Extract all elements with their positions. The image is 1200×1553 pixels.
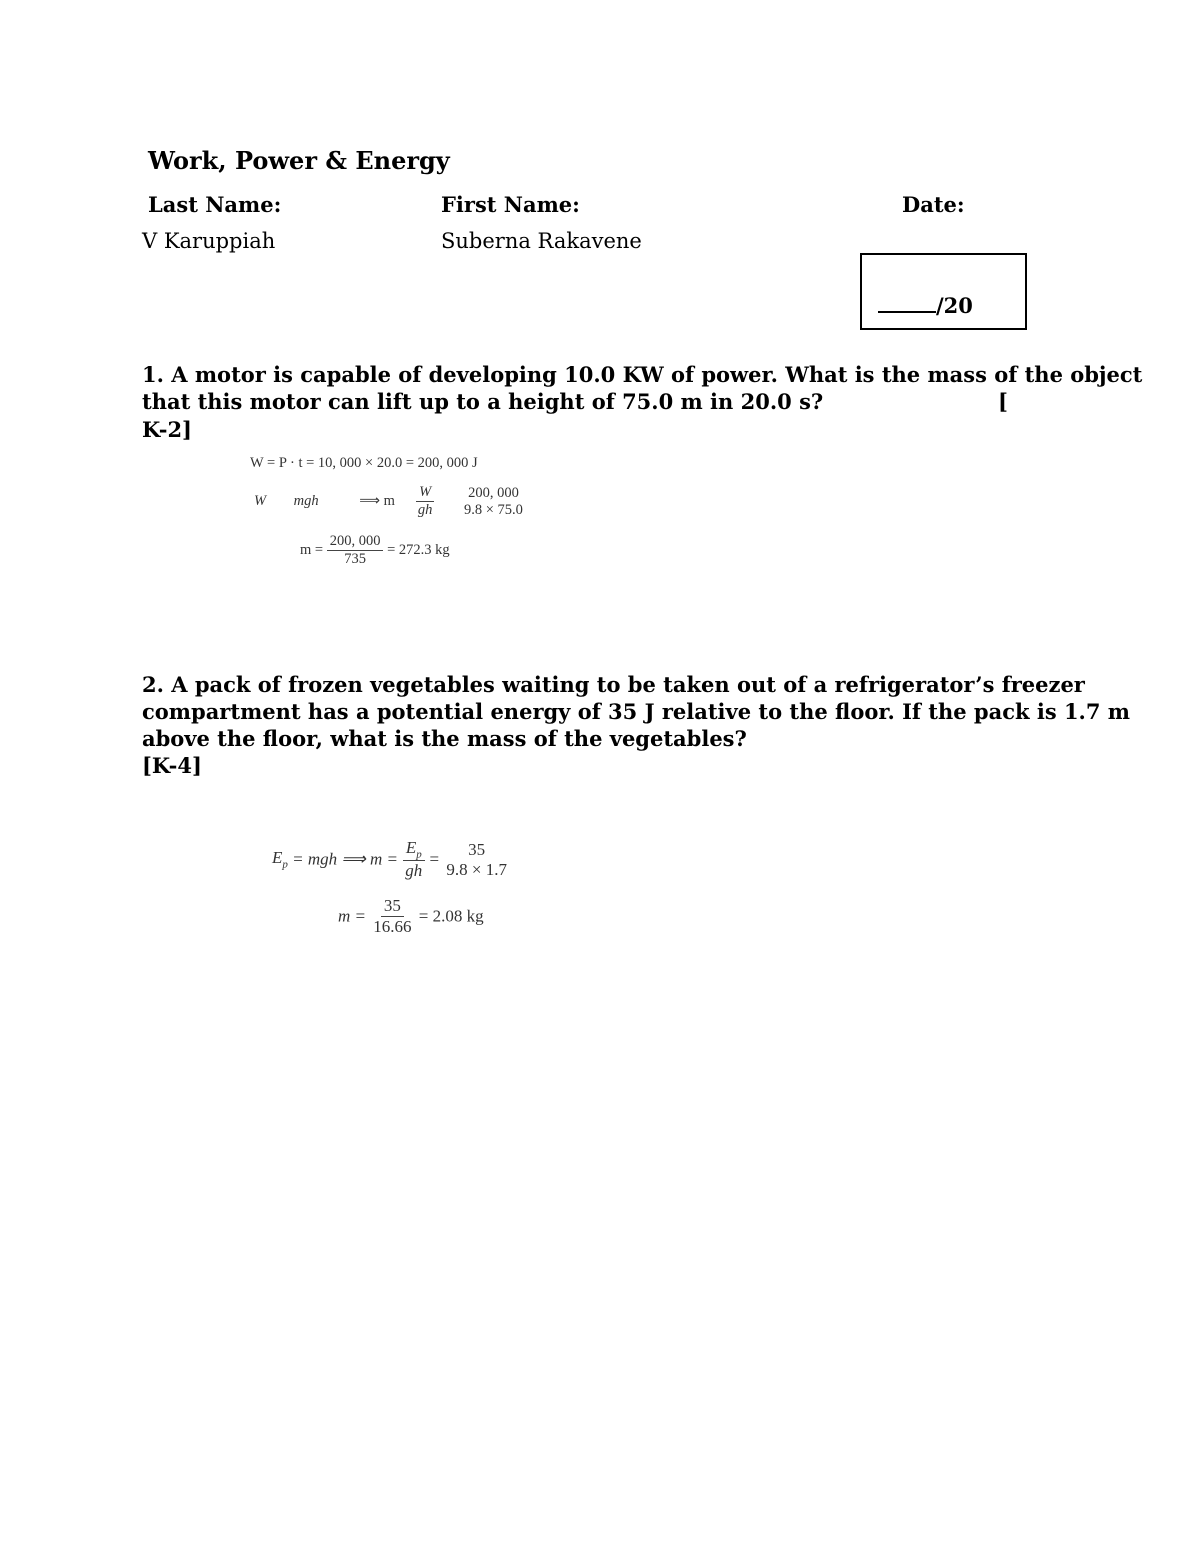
q2-equation-2	[338, 896, 484, 937]
q1-eq2-fraction	[415, 484, 436, 519]
score-box	[860, 253, 1027, 330]
q1-eq3-den: 735	[344, 551, 366, 567]
q1-equation-3	[300, 533, 450, 568]
q2-eq2-den: 16.66	[373, 917, 412, 936]
last-name-label: Last Name:	[148, 192, 282, 217]
q2-line1: 2. A pack of frozen vegetables waiting to be taken out of a refrigerator’s freezer	[142, 672, 1085, 697]
q2-line3: above the floor, what is the mass of the vegetables?	[142, 726, 747, 751]
q1-eq2-frac-num: W	[419, 484, 432, 500]
q1-eq2-frac2-num: 200, 000	[468, 484, 519, 501]
q1-eq2-frac2-den: 9.8 × 75.0	[464, 501, 523, 518]
q2-eq1-fraction	[402, 838, 425, 881]
q2-eq1-fraction-2	[443, 840, 510, 880]
q1-line2: that this motor can lift up to a height of 75.0 m in 20.0 s?	[142, 389, 824, 414]
q2-eq2-result: = 2.08 kg	[418, 906, 484, 926]
score-total: /20	[936, 293, 973, 318]
q2-eq1-frac2-num: 35	[468, 839, 486, 859]
score-text	[878, 293, 973, 318]
q2-line4: [K-4]	[142, 753, 202, 778]
q1-equation-1: W = P · t = 10, 000 × 20.0 = 200, 000 J	[250, 455, 478, 471]
q1-eq2-left: W	[254, 493, 267, 509]
first-name-value: Suberna Rakavene	[441, 229, 642, 253]
date-label: Date:	[902, 192, 965, 217]
q1-eq3-num: 200, 000	[327, 533, 384, 551]
first-name-label: First Name:	[441, 192, 580, 217]
score-blank	[878, 293, 936, 313]
q2-eq1-eq: =	[429, 849, 440, 869]
q2-line2: compartment has a potential energy of 35 J relative to the floor. If the pack is 1.7 m	[142, 699, 1131, 724]
q1-eq3-result: = 272.3 kg	[387, 542, 450, 558]
last-name-value: V Karuppiah	[142, 229, 276, 253]
q1-eq2-mid: mgh	[293, 493, 319, 509]
q1-eq2-fraction-2	[461, 485, 526, 519]
q1-eq3-fraction	[327, 533, 384, 568]
q1-eq2-arrow: ⟹ m	[359, 493, 395, 509]
q2-eq1-frac2-den: 9.8 × 1.7	[446, 859, 507, 879]
q2-equation-1	[272, 838, 510, 881]
q2-eq1-frac-den: gh	[405, 861, 423, 881]
q1-eq2-frac-den: gh	[417, 502, 433, 518]
q1-eq3-left: m =	[300, 542, 324, 558]
page-title: Work, Power & Energy	[148, 146, 450, 175]
q2-eq1-sub: p	[282, 858, 288, 871]
q2-eq1-mid: = mgh ⟹ m =	[292, 849, 399, 869]
q1-equation-2	[254, 484, 526, 519]
q2-eq1-left: E	[272, 848, 283, 868]
q1-line1: 1. A motor is capable of developing 10.0 KW of power. What is the mass of the object	[142, 362, 1143, 387]
q2-eq2-left: m =	[338, 906, 366, 926]
q2-eq2-num: 35	[381, 896, 404, 917]
q2-eq2-fraction	[370, 896, 414, 937]
q1-bracket: [	[998, 389, 1008, 414]
q2-eq1-frac-num-sub: p	[416, 848, 422, 861]
q2-eq1-frac-num: E	[405, 838, 417, 857]
q1-line3: K-2]	[142, 417, 192, 442]
